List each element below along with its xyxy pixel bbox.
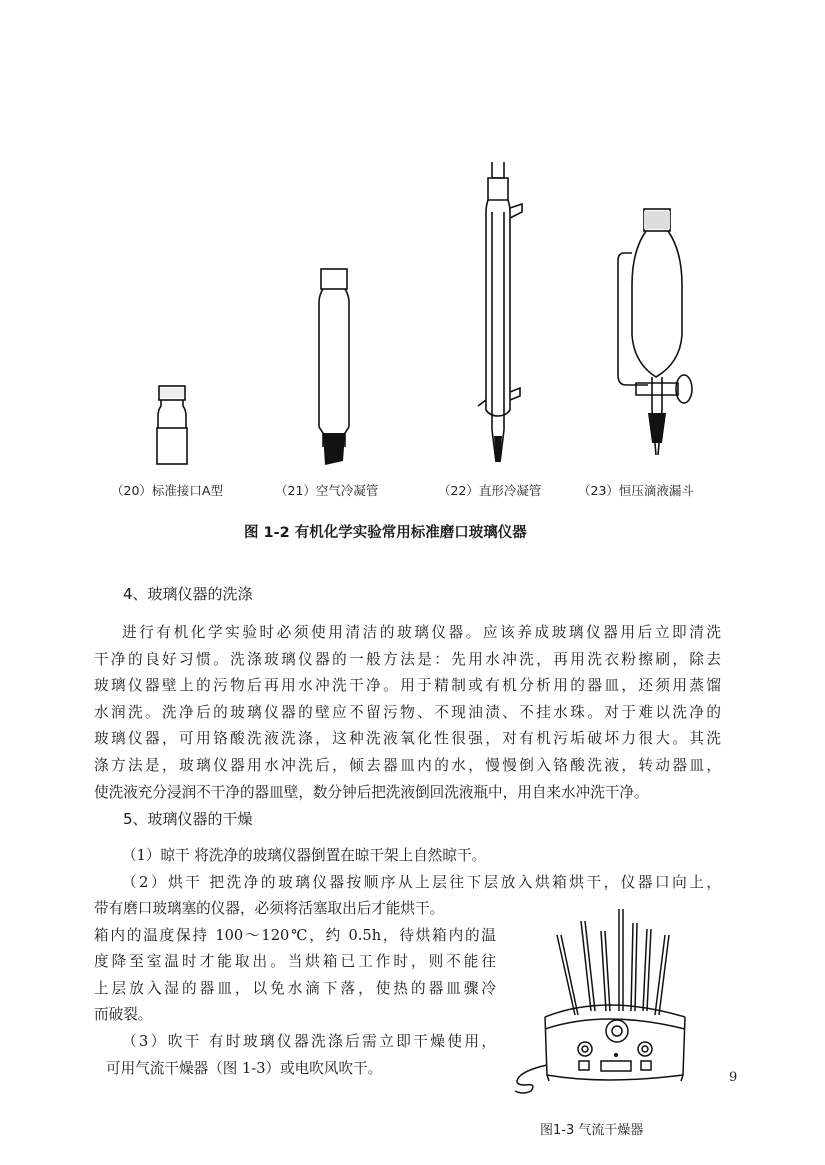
text-line: 使洗液充分浸润不干净的器皿壁，数分钟后把洗液倒回洗液瓶中，用自来水冲洗干净。	[94, 783, 649, 801]
straight-condenser-drawing	[472, 160, 532, 475]
air-flow-dryer-drawing	[505, 905, 715, 1095]
text-line: 涤方法是，玻璃仪器用水冲洗后，倾去器皿内的水，慢慢倒入铬酸洗液，转动器皿，	[94, 756, 721, 774]
text-line: 玻璃仪器，可用铬酸洗液洗涤，这种洗液氧化性很强，对有机污垢破坏力很大。其洗	[94, 730, 721, 748]
figure-1-3-caption: 图1-3 气流干燥器	[540, 1123, 644, 1138]
text-line: 上层放入湿的器皿，以免水滴下落，使热的器皿骤冷	[94, 979, 496, 997]
section-4-heading: 4、玻璃仪器的洗涤	[123, 585, 253, 603]
caption-air-condenser: （21）空气冷凝管	[275, 483, 379, 498]
figure-title: 图 1-2 有机化学实验常用标准磨口玻璃仪器	[244, 525, 527, 541]
dropping-funnel-drawing	[612, 205, 702, 475]
caption-straight-condenser: （22）直形冷凝管	[438, 483, 542, 498]
adapter-a-drawing	[148, 380, 198, 470]
text-line: （3）吹干 有时玻璃仪器洗涤后需立即干燥使用，	[122, 1032, 496, 1050]
section-5-body-full	[94, 843, 721, 896]
text-line: （1）晾干 将洗净的玻璃仪器倒置在晾干架上自然晾干。	[122, 847, 487, 864]
page-number: 9	[729, 1070, 738, 1085]
text-line: 水润洗。洗净后的玻璃仪器的壁应不留污物、不现油渍、不挂水珠。对于难以洗净的	[94, 703, 721, 721]
text-line: （2）烘干 把洗净的玻璃仪器按顺序从上层往下层放入烘箱烘干，仪器口向上，	[122, 873, 721, 891]
text-line: 箱内的温度保持 100～120℃，约 0.5h，待烘箱内的温	[94, 926, 496, 944]
caption-dropping-funnel: （23）恒压滴液漏斗	[578, 483, 694, 498]
section-5-body-narrow	[94, 896, 496, 1082]
text-line: 而破裂。	[94, 1006, 153, 1024]
text-line: 进行有机化学实验时必须使用清洁的玻璃仪器。应该养成玻璃仪器用后立即清洗	[122, 624, 721, 641]
caption-adapter-a: （20）标准接口A型	[111, 483, 223, 498]
air-condenser-drawing	[310, 265, 360, 470]
section-4-body	[94, 620, 721, 806]
section-5-heading: 5、玻璃仪器的干燥	[123, 810, 253, 828]
text-line: 玻璃仪器壁上的污物后再用水冲洗干净。用于精制或有机分析用的器皿，还须用蒸馏	[94, 677, 721, 695]
text-line: 带有磨口玻璃塞的仪器，必须将活塞取出后才能烘干。	[94, 900, 445, 917]
text-line: 干净的良好习惯。洗涤玻璃仪器的一般方法是：先用水冲洗，再用洗衣粉擦刷，除去	[94, 650, 721, 668]
text-line: 可用气流干燥器（图 1-3）或电吹风吹干。	[106, 1059, 383, 1077]
text-line: 度降至室温时才能取出。当烘箱已工作时，则不能往	[94, 953, 496, 971]
